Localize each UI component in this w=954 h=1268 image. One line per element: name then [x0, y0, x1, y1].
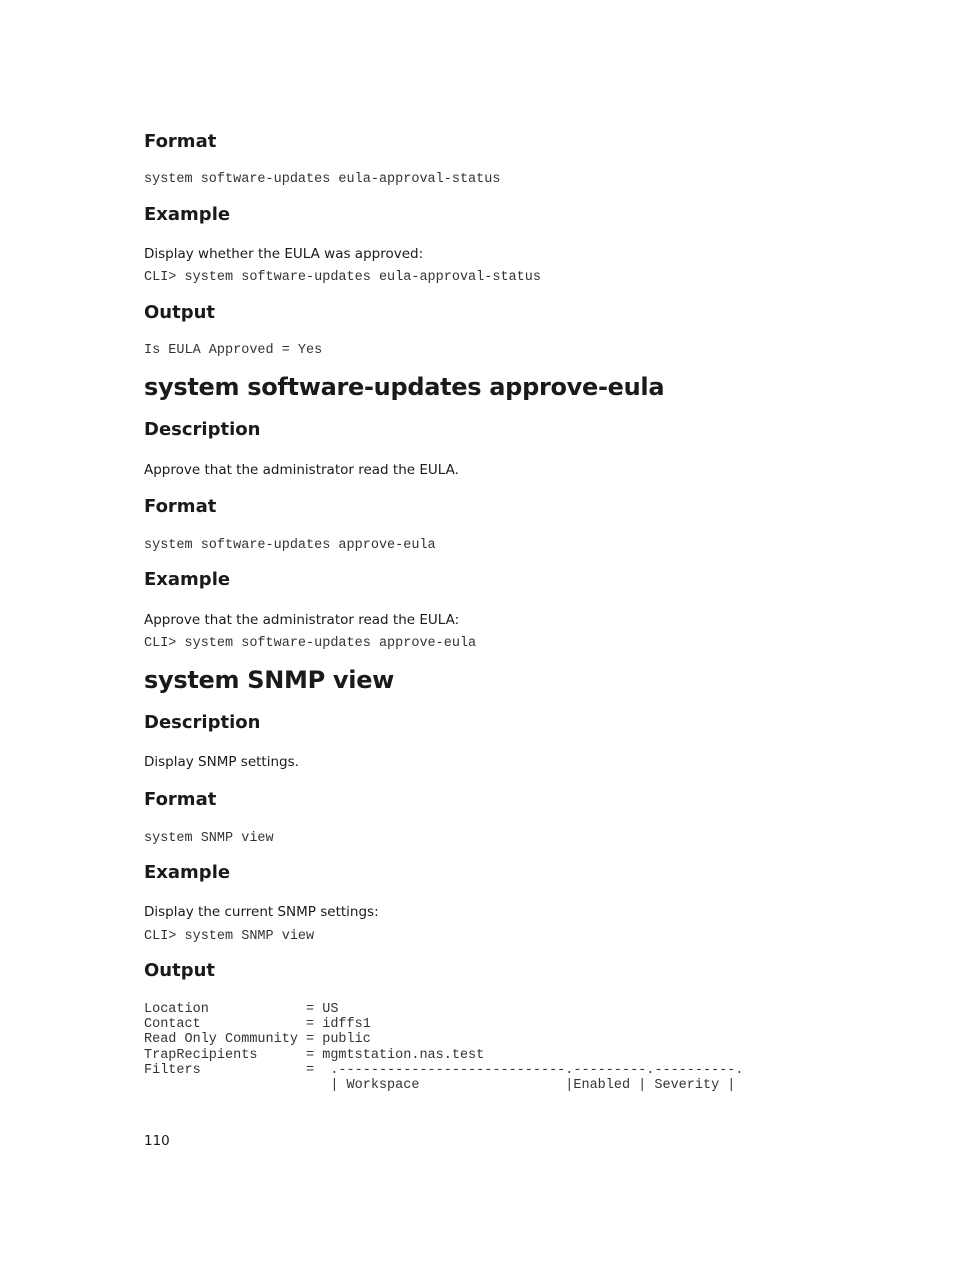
page-number: 110	[144, 1133, 170, 1149]
description-text: Display SNMP settings.	[144, 754, 299, 770]
example-heading: Example	[144, 862, 231, 883]
output-heading: Output	[144, 302, 216, 323]
output-line-trap-recipients: TrapRecipients = mgmtstation.nas.test	[144, 1048, 485, 1063]
format-heading: Format	[144, 496, 217, 517]
section-title-snmp-view: system SNMP view	[144, 666, 395, 694]
output-line-community: Read Only Community = public	[144, 1032, 371, 1047]
output-line-location: Location = US	[144, 1002, 339, 1017]
format-code: system SNMP view	[144, 831, 274, 846]
example-heading: Example	[144, 204, 231, 225]
example-code: CLI> system software-updates approve-eula	[144, 636, 477, 651]
output-line-filters: Filters = .----------------------------.---------.----------.	[144, 1063, 744, 1078]
example-text: Display the current SNMP settings:	[144, 904, 379, 920]
section-title-approve-eula: system software-updates approve-eula	[144, 373, 665, 401]
output-line-filters-header: | Workspace |Enabled | Severity |	[144, 1078, 736, 1093]
example-code: CLI> system software-updates eula-approval-status	[144, 270, 541, 285]
example-heading: Example	[144, 569, 231, 590]
output-code: Is EULA Approved = Yes	[144, 343, 323, 358]
output-line-contact: Contact = idffs1	[144, 1017, 371, 1032]
description-text: Approve that the administrator read the EULA.	[144, 462, 459, 478]
format-code: system software-updates eula-approval-status	[144, 172, 501, 187]
format-heading: Format	[144, 131, 217, 152]
example-code: CLI> system SNMP view	[144, 929, 315, 944]
example-text: Display whether the EULA was approved:	[144, 246, 424, 262]
description-heading: Description	[144, 712, 261, 733]
output-heading: Output	[144, 960, 216, 981]
description-heading: Description	[144, 419, 261, 440]
example-text: Approve that the administrator read the EULA:	[144, 612, 460, 628]
format-heading: Format	[144, 789, 217, 810]
format-code: system software-updates approve-eula	[144, 538, 436, 553]
